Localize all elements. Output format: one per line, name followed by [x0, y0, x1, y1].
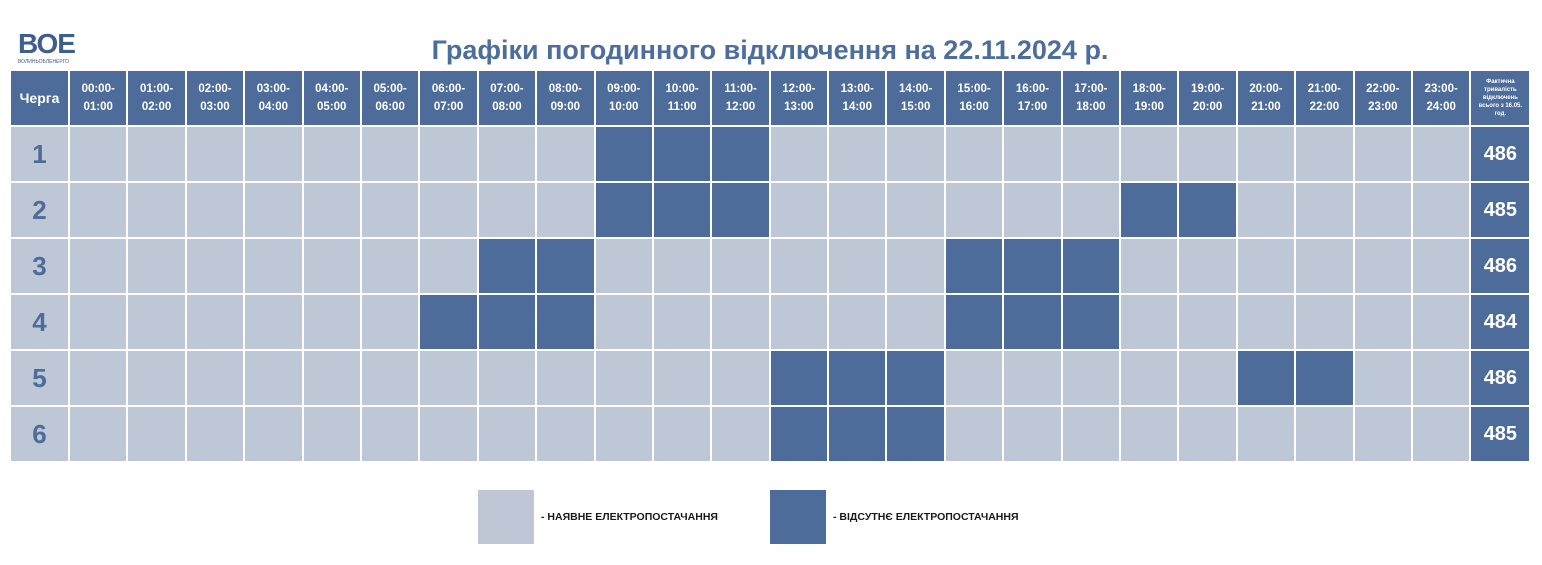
queue-number: 1	[11, 127, 68, 181]
power-slot	[304, 239, 360, 293]
power-slot	[887, 127, 943, 181]
power-slot	[1238, 407, 1294, 461]
header-hour: 22:00- 23:00	[1355, 71, 1411, 125]
header-hour: 04:00- 05:00	[304, 71, 360, 125]
power-slot	[1296, 127, 1352, 181]
power-slot	[479, 351, 535, 405]
outage-slot	[654, 183, 710, 237]
power-slot	[887, 183, 943, 237]
power-slot	[1238, 239, 1294, 293]
header-hour: 11:00- 12:00	[712, 71, 768, 125]
power-slot	[128, 295, 184, 349]
power-slot	[829, 127, 885, 181]
outage-slot	[537, 239, 593, 293]
power-slot	[1238, 127, 1294, 181]
header-hour: 06:00- 07:00	[420, 71, 476, 125]
header-hour: 02:00- 03:00	[187, 71, 243, 125]
header-hour: 08:00- 09:00	[537, 71, 593, 125]
power-slot	[1296, 183, 1352, 237]
power-slot	[829, 183, 885, 237]
header-hour: 19:00- 20:00	[1179, 71, 1235, 125]
power-slot	[1179, 239, 1235, 293]
outage-slot	[946, 295, 1002, 349]
power-slot	[70, 239, 126, 293]
outage-slot	[654, 127, 710, 181]
power-slot	[1355, 127, 1411, 181]
power-slot	[479, 127, 535, 181]
outage-slot	[1063, 239, 1119, 293]
power-slot	[187, 127, 243, 181]
power-slot	[537, 351, 593, 405]
power-slot	[596, 295, 652, 349]
outage-slot	[1004, 239, 1060, 293]
power-slot	[1413, 295, 1469, 349]
power-slot	[1296, 407, 1352, 461]
power-slot	[304, 127, 360, 181]
header-hour: 20:00- 21:00	[1238, 71, 1294, 125]
power-slot	[362, 127, 418, 181]
power-slot	[1063, 183, 1119, 237]
outage-slot	[1179, 183, 1235, 237]
power-slot	[829, 295, 885, 349]
header-hour: 15:00- 16:00	[946, 71, 1002, 125]
power-slot	[596, 351, 652, 405]
header-queue: Черга	[11, 71, 68, 125]
power-slot	[1179, 351, 1235, 405]
power-slot	[537, 407, 593, 461]
outage-slot	[596, 183, 652, 237]
power-slot	[771, 183, 827, 237]
queue-number: 6	[11, 407, 68, 461]
outage-schedule-table	[11, 71, 1529, 461]
page-title: Графіки погодинного відключення на 22.11.2024 р.	[431, 35, 1109, 65]
power-slot	[420, 351, 476, 405]
power-slot	[128, 127, 184, 181]
header-hour: 01:00- 02:00	[128, 71, 184, 125]
power-slot	[712, 407, 768, 461]
legend-swatch-absent	[770, 490, 826, 544]
power-slot	[70, 183, 126, 237]
power-slot	[304, 295, 360, 349]
power-slot	[479, 407, 535, 461]
power-slot	[304, 351, 360, 405]
power-slot	[420, 127, 476, 181]
power-slot	[537, 183, 593, 237]
power-slot	[1004, 183, 1060, 237]
total-duration: 485	[1471, 183, 1529, 237]
power-slot	[245, 239, 301, 293]
power-slot	[1004, 407, 1060, 461]
power-slot	[245, 183, 301, 237]
power-slot	[245, 407, 301, 461]
power-slot	[1121, 351, 1177, 405]
power-slot	[245, 295, 301, 349]
power-slot	[128, 351, 184, 405]
power-slot	[362, 407, 418, 461]
power-slot	[829, 239, 885, 293]
logo-letters: ВОЕ	[18, 28, 75, 59]
logo-subtitle: ВОЛИНЬОБЛЕНЕРГО	[18, 59, 70, 65]
power-slot	[712, 239, 768, 293]
power-slot	[1004, 127, 1060, 181]
power-slot	[771, 295, 827, 349]
header-hour: 14:00- 15:00	[887, 71, 943, 125]
power-slot	[1121, 407, 1177, 461]
power-slot	[1179, 127, 1235, 181]
power-slot	[187, 239, 243, 293]
power-slot	[1238, 295, 1294, 349]
outage-slot	[712, 127, 768, 181]
power-slot	[420, 183, 476, 237]
outage-slot	[479, 295, 535, 349]
power-slot	[654, 239, 710, 293]
power-slot	[596, 407, 652, 461]
outage-slot	[829, 407, 885, 461]
power-slot	[1179, 295, 1235, 349]
power-slot	[245, 351, 301, 405]
power-slot	[771, 127, 827, 181]
header-hour: 05:00- 06:00	[362, 71, 418, 125]
power-slot	[187, 183, 243, 237]
header-hour: 16:00- 17:00	[1004, 71, 1060, 125]
power-slot	[596, 239, 652, 293]
power-slot	[1063, 407, 1119, 461]
header-hour: 17:00- 18:00	[1063, 71, 1119, 125]
outage-slot	[1063, 295, 1119, 349]
power-slot	[420, 239, 476, 293]
power-slot	[1004, 351, 1060, 405]
header-hour: 00:00- 01:00	[70, 71, 126, 125]
power-slot	[1063, 351, 1119, 405]
outage-slot	[596, 127, 652, 181]
outage-slot	[946, 239, 1002, 293]
legend-label-absent: - ВІДСУТНЄ ЕЛЕКТРОПОСТАЧАННЯ	[833, 511, 1019, 523]
header-hour: 10:00- 11:00	[654, 71, 710, 125]
outage-slot	[887, 351, 943, 405]
power-slot	[654, 351, 710, 405]
outage-slot	[1004, 295, 1060, 349]
legend-swatch-available	[478, 490, 534, 544]
power-slot	[946, 183, 1002, 237]
power-slot	[1355, 239, 1411, 293]
power-slot	[362, 239, 418, 293]
power-slot	[479, 183, 535, 237]
power-slot	[245, 127, 301, 181]
power-slot	[1413, 127, 1469, 181]
power-slot	[1413, 351, 1469, 405]
power-slot	[304, 407, 360, 461]
total-duration: 484	[1471, 295, 1529, 349]
company-logo	[18, 30, 90, 66]
outage-slot	[829, 351, 885, 405]
header-hour: 23:00- 24:00	[1413, 71, 1469, 125]
header-total-duration: Фактична тривалість відключень всього з 16.05. год.	[1471, 71, 1529, 125]
power-slot	[712, 295, 768, 349]
queue-number: 4	[11, 295, 68, 349]
power-slot	[304, 183, 360, 237]
header-hour: 13:00- 14:00	[829, 71, 885, 125]
power-slot	[537, 127, 593, 181]
power-slot	[946, 127, 1002, 181]
power-slot	[128, 407, 184, 461]
power-slot	[1296, 239, 1352, 293]
outage-slot	[887, 407, 943, 461]
power-slot	[1413, 239, 1469, 293]
power-slot	[362, 183, 418, 237]
power-slot	[1296, 295, 1352, 349]
power-slot	[128, 183, 184, 237]
power-slot	[771, 239, 827, 293]
power-slot	[654, 407, 710, 461]
power-slot	[1063, 127, 1119, 181]
queue-number: 2	[11, 183, 68, 237]
total-duration: 486	[1471, 127, 1529, 181]
power-slot	[1355, 183, 1411, 237]
power-slot	[887, 239, 943, 293]
queue-number: 5	[11, 351, 68, 405]
outage-slot	[479, 239, 535, 293]
power-slot	[128, 239, 184, 293]
outage-slot	[1121, 183, 1177, 237]
power-slot	[1413, 183, 1469, 237]
total-duration: 485	[1471, 407, 1529, 461]
power-slot	[1355, 295, 1411, 349]
header-hour: 09:00- 10:00	[596, 71, 652, 125]
outage-slot	[771, 351, 827, 405]
power-slot	[712, 351, 768, 405]
header-hour: 21:00- 22:00	[1296, 71, 1352, 125]
power-slot	[187, 351, 243, 405]
outage-slot	[771, 407, 827, 461]
outage-slot	[1238, 351, 1294, 405]
header-hour: 03:00- 04:00	[245, 71, 301, 125]
power-slot	[1179, 407, 1235, 461]
header-hour: 12:00- 13:00	[771, 71, 827, 125]
header-hour: 07:00- 08:00	[479, 71, 535, 125]
power-slot	[1238, 183, 1294, 237]
power-slot	[1355, 351, 1411, 405]
power-slot	[1121, 239, 1177, 293]
power-slot	[887, 295, 943, 349]
power-slot	[1413, 407, 1469, 461]
power-slot	[187, 295, 243, 349]
power-slot	[70, 295, 126, 349]
header-hour: 18:00- 19:00	[1121, 71, 1177, 125]
power-slot	[362, 351, 418, 405]
power-slot	[70, 127, 126, 181]
queue-number: 3	[11, 239, 68, 293]
total-duration: 486	[1471, 351, 1529, 405]
total-duration: 486	[1471, 239, 1529, 293]
power-slot	[1355, 407, 1411, 461]
power-slot	[70, 351, 126, 405]
power-slot	[1121, 295, 1177, 349]
power-slot	[946, 407, 1002, 461]
outage-slot	[420, 295, 476, 349]
power-slot	[70, 407, 126, 461]
power-slot	[187, 407, 243, 461]
power-slot	[946, 351, 1002, 405]
power-slot	[362, 295, 418, 349]
outage-slot	[712, 183, 768, 237]
power-slot	[1121, 127, 1177, 181]
legend-label-available: - НАЯВНЕ ЕЛЕКТРОПОСТАЧАННЯ	[541, 511, 718, 523]
power-slot	[420, 407, 476, 461]
power-slot	[654, 295, 710, 349]
outage-slot	[537, 295, 593, 349]
outage-slot	[1296, 351, 1352, 405]
